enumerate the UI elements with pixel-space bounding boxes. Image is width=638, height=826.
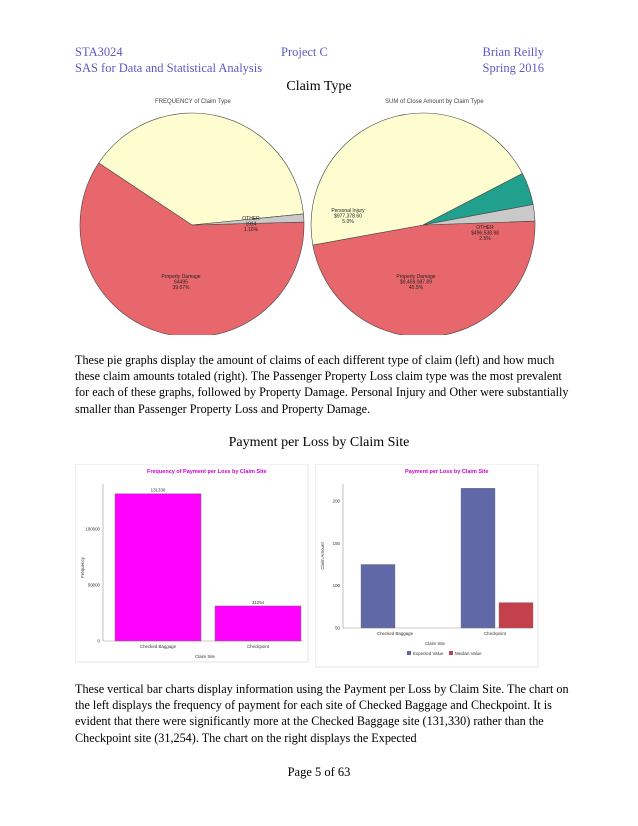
bar-chart-title: Payment per Loss by Claim Site — [405, 469, 489, 475]
x-tick-label: Checkpoint — [247, 644, 269, 649]
pie-title: FREQUENCY of Claim Type — [155, 99, 231, 105]
bar-chart-frequency — [75, 464, 310, 664]
bar — [115, 494, 201, 641]
pie-slice-label: Property Damage — [161, 274, 201, 280]
legend-label: Expected Value — [413, 651, 444, 656]
pie-slice-label: 39.07% — [172, 285, 190, 292]
section-title-payment: Payment per Loss by Claim Site — [228, 435, 410, 450]
bar-chart-title: Frequency of Payment per Loss by Claim Site — [147, 469, 267, 475]
chart-frame — [315, 464, 538, 667]
bar-value-label: 131330 — [150, 487, 166, 493]
pie-slice-label: 2.5% — [479, 236, 491, 243]
header-term: Spring 2016 — [482, 61, 544, 75]
pie-slice-label: 45.5% — [408, 285, 424, 292]
bar — [361, 564, 395, 628]
pie-slice-label: 64495 — [174, 279, 188, 286]
x-tick-label: Checked Baggage — [376, 631, 414, 636]
pie-slice-label: 1914 — [245, 221, 257, 228]
bar-value-label: 31254 — [251, 599, 265, 605]
y-tick-label: 50000 — [87, 582, 100, 588]
legend-swatch — [449, 651, 453, 655]
pie-slice-label: Personal Injury — [331, 208, 365, 214]
legend-label: Median Value — [455, 651, 482, 656]
page-footer: Page 5 of 63 — [287, 765, 351, 779]
y-tick-label: 150 — [332, 540, 340, 546]
pie-slice-label: OTHER — [476, 225, 494, 231]
y-axis-label: Frequency — [80, 557, 85, 578]
header-course-name: SAS for Data and Statistical Analysis — [75, 61, 263, 75]
pie-slice-label: Property Damage — [396, 274, 436, 280]
y-tick-label: 100000 — [85, 526, 100, 532]
pie-chart-sum — [305, 95, 540, 335]
pie-slice-label: $9,459,087.89 — [400, 279, 432, 286]
pie-chart-frequency — [75, 95, 310, 335]
y-tick-label: 200 — [332, 498, 340, 504]
pie-slice-label: $977,378.60 — [334, 213, 362, 220]
legend-swatch — [407, 651, 411, 655]
y-tick-label: 100 — [332, 583, 340, 589]
bar — [499, 603, 533, 628]
paragraph-payment: These vertical bar charts display information using the Payment per Loss by Claim Site. The chart on the left displays the frequency of payment for each site of Checked Baggage and Checkpoint. It is evident that there were significantly more at the Checked Baggage site (131,330) rather than the Checkpoint site (31,254). The chart on the right displays the Expected — [75, 682, 569, 745]
header-project: Project C — [281, 45, 328, 59]
x-axis-label: Claim Site — [194, 654, 216, 659]
pie-slice-label: OTHER — [242, 216, 260, 222]
bar — [215, 606, 301, 641]
header-author: Brian Reilly — [482, 45, 544, 59]
x-axis-label: Claim Site — [424, 641, 446, 646]
paragraph-claim-type: These pie graphs display the amount of claims of each different type of claim (left) and how much these claim amounts totaled (right). The Passenger Property Loss claim type was the most prevalent for each of these graphs, followed by Property Damage. Personal Injury and Other were substantially smaller than Passenger Property Loss and Property Damage. — [75, 353, 569, 416]
pie-slice-label: $496,538.98 — [471, 230, 499, 237]
pie-title: SUM of Close Amount by Claim Type — [385, 99, 484, 105]
y-tick-label: 50 — [335, 625, 340, 631]
y-axis-label: Claim Amount — [320, 542, 325, 570]
header-course: STA3024 — [75, 45, 123, 59]
section-title-claim-type: Claim Type — [286, 79, 352, 94]
bar — [461, 488, 495, 628]
bar-chart-payment — [315, 464, 540, 669]
pie-slice-label: 5.0% — [342, 219, 354, 226]
y-tick-label: 0 — [97, 638, 100, 644]
x-tick-label: Checked Baggage — [139, 644, 177, 649]
x-tick-label: Checkpoint — [484, 631, 506, 636]
pie-slice-label: 1.16% — [243, 227, 259, 234]
